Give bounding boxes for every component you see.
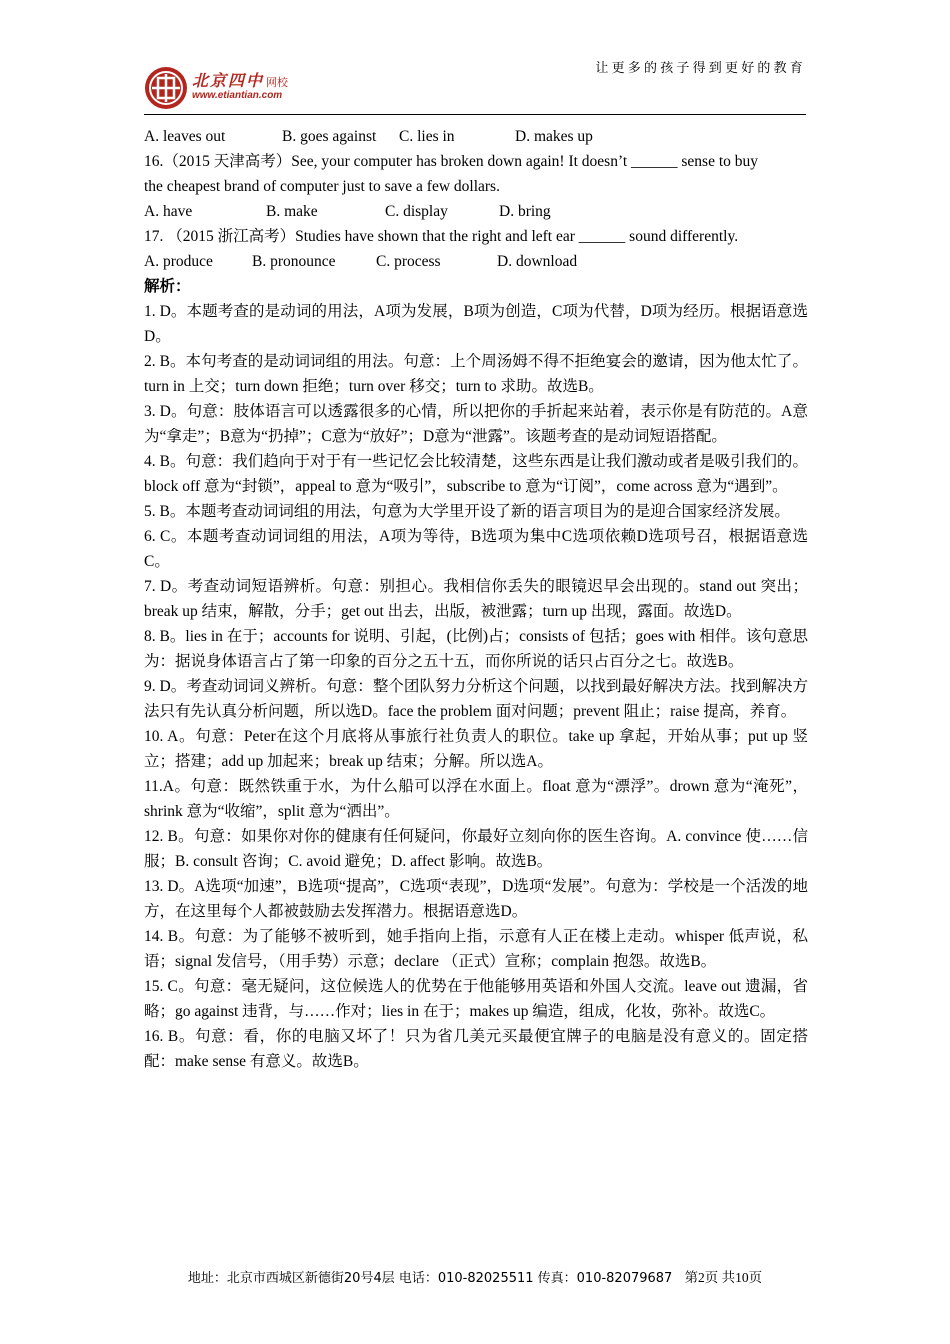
answer-item: 9. D。考查动词词义辨析。句意：整个团队努力分析这个问题，以找到最好解决方法。找到解决方法只有先认真分析问题，所以选D。face the problem 面对问题；prevent 阻止；raise 提高，养育。 — [144, 678, 808, 720]
logo-name: 北京四中 网校 — [192, 71, 289, 90]
q17-stem: 17. （2015 浙江高考）Studies have shown that the right and left ear ______ sound differently. — [144, 228, 739, 245]
q16-options — [144, 199, 808, 224]
answer-item: 13. D。A选项“加速”，B选项“提高”，C选项“表现”，D选项“发展”。句意为：学校是一个活泼的地方，在这里每个人都被鼓励去发挥潜力。根据语意选D。 — [144, 878, 808, 920]
answer-item: 8. B。lies in 在于；accounts for 说明、引起，(比例)占；consists of 包括；goes with 相伴。该句意思为：据说身体语言占了第一印象的百分之五十五，而你所说的话只占百分之七。故选B。 — [144, 628, 808, 670]
page-header — [144, 50, 806, 116]
answer-item: 3. D。句意：肢体语言可以透露很多的心情，所以把你的手折起来站着，表示你是有防范的。A意为“拿走”；B意为“扔掉”；C意为“放好”；D意为“泄露”。该题考查的是动词短语搭配。 — [144, 403, 808, 445]
q15-option-c: C. lies in — [399, 128, 455, 145]
answer-item: 14. B。句意：为了能够不被听到，她手指向上指，示意有人正在楼上走动。whisper 低声说，私语；signal 发信号，（用手势）示意；declare （正式）宣称；complain 抱怨。故选B。 — [144, 928, 808, 970]
answer-item: 5. B。本题考查动词词组的用法，句意为大学里开设了新的语言项目为的是迎合国家经济发展。 — [144, 503, 790, 520]
footer-address: 地址：北京市西城区新德街20号4层 电话：010-82025511 传真：010-82079687 — [187, 1271, 673, 1286]
q16-stem-line-2: the cheapest brand of computer just to save a few dollars. — [144, 178, 500, 195]
q17-option-b: B. pronounce — [252, 253, 336, 270]
answer-item: 10. A。句意：Peter在这个月底将从事旅行社负责人的职位。take up 拿起，开始从事；put up 竖立；搭建；add up 加起来；break up 结束；分解。所以选A。 — [144, 728, 808, 770]
q15-option-a: A. leaves out — [144, 128, 226, 145]
answer-item: 12. B。句意：如果你对你的健康有任何疑问，你最好立刻向你的医生咨询。A. convince 使……信服；B. consult 咨询；C. avoid 避免；D. affect 影响。故选B。 — [144, 828, 808, 870]
logo-url: www.etiantian.com — [192, 90, 283, 101]
header-divider — [144, 114, 806, 115]
page-footer — [0, 1266, 950, 1286]
q15-option-d: D. makes up — [515, 128, 593, 145]
answer-item: 6. C。本题考查动词词组的用法，A项为等待，B选项为集中C选项依赖D选项号召，根据语意选C。 — [144, 528, 808, 570]
q17-option-a: A. produce — [144, 253, 213, 270]
answer-item: 4. B。句意：我们趋向于对于有一些记忆会比较清楚，这些东西是让我们激动或者是吸引我们的。block off 意为“封锁”，appeal to 意为“吸引”，subscribe to 意为“订阅”，come across 意为“遇到”。 — [144, 453, 808, 495]
answer-item: 15. C。句意：毫无疑问，这位候选人的优势在于他能够用英语和外国人交流。leave out 遗漏，省略；go against 违背，与……作对；lies in 在于；makes up 编造，组成，化妆，弥补。故选C。 — [144, 978, 808, 1020]
footer-page-number: 第2页 共10页 — [684, 1270, 763, 1285]
logo-emblem-icon — [144, 66, 188, 110]
answer-item: 11.A。句意：既然铁重于水，为什么船可以浮在水面上。float 意为“漂浮”。drown 意为“淹死”，shrink 意为“收缩”，split 意为“洒出”。 — [144, 778, 808, 820]
q15-option-b: B. goes against — [282, 128, 377, 145]
q17-options — [144, 249, 808, 274]
answer-item: 7. D。考查动词短语辨析。句意：别担心。我相信你丢失的眼镜迟早会出现的。stand out 突出；break up 结束，解散，分手；get out 出去，出版，被泄露；turn up 出现，露面。故选D。 — [144, 578, 808, 620]
q16-option-a: A. have — [144, 203, 193, 220]
school-logo — [144, 66, 344, 114]
answer-item: 16. B。句意：看，你的电脑又坏了！只为省几美元买最便宜牌子的电脑是没有意义的。固定搭配：make sense 有意义。故选B。 — [144, 1028, 808, 1070]
answer-item: 2. B。本句考查的是动词词组的用法。句意：上个周汤姆不得不拒绝宴会的邀请，因为他太忙了。turn in 上交；turn down 拒绝；turn over 移交；turn to 求助。故选B。 — [144, 353, 808, 395]
q16-option-c: C. display — [385, 203, 448, 220]
analysis-heading: 解析： — [144, 278, 191, 295]
answer-item: 1. D。本题考查的是动词的用法，A项为发展，B项为创造，C项为代替，D项为经历。根据语意选D。 — [144, 303, 808, 345]
q17-option-d: D. download — [497, 253, 578, 270]
document-body — [144, 124, 808, 1074]
q16-stem-line-1: 16.（2015 天津高考）See, your computer has broken down again! It doesn’t ______ sense to buy — [144, 153, 759, 170]
header-slogan: 让更多的孩子得到更好的教育 — [595, 61, 806, 76]
q15-options — [144, 124, 808, 149]
q16-option-d: D. bring — [499, 203, 551, 220]
q16-option-b: B. make — [266, 203, 318, 220]
q17-option-c: C. process — [376, 253, 441, 270]
